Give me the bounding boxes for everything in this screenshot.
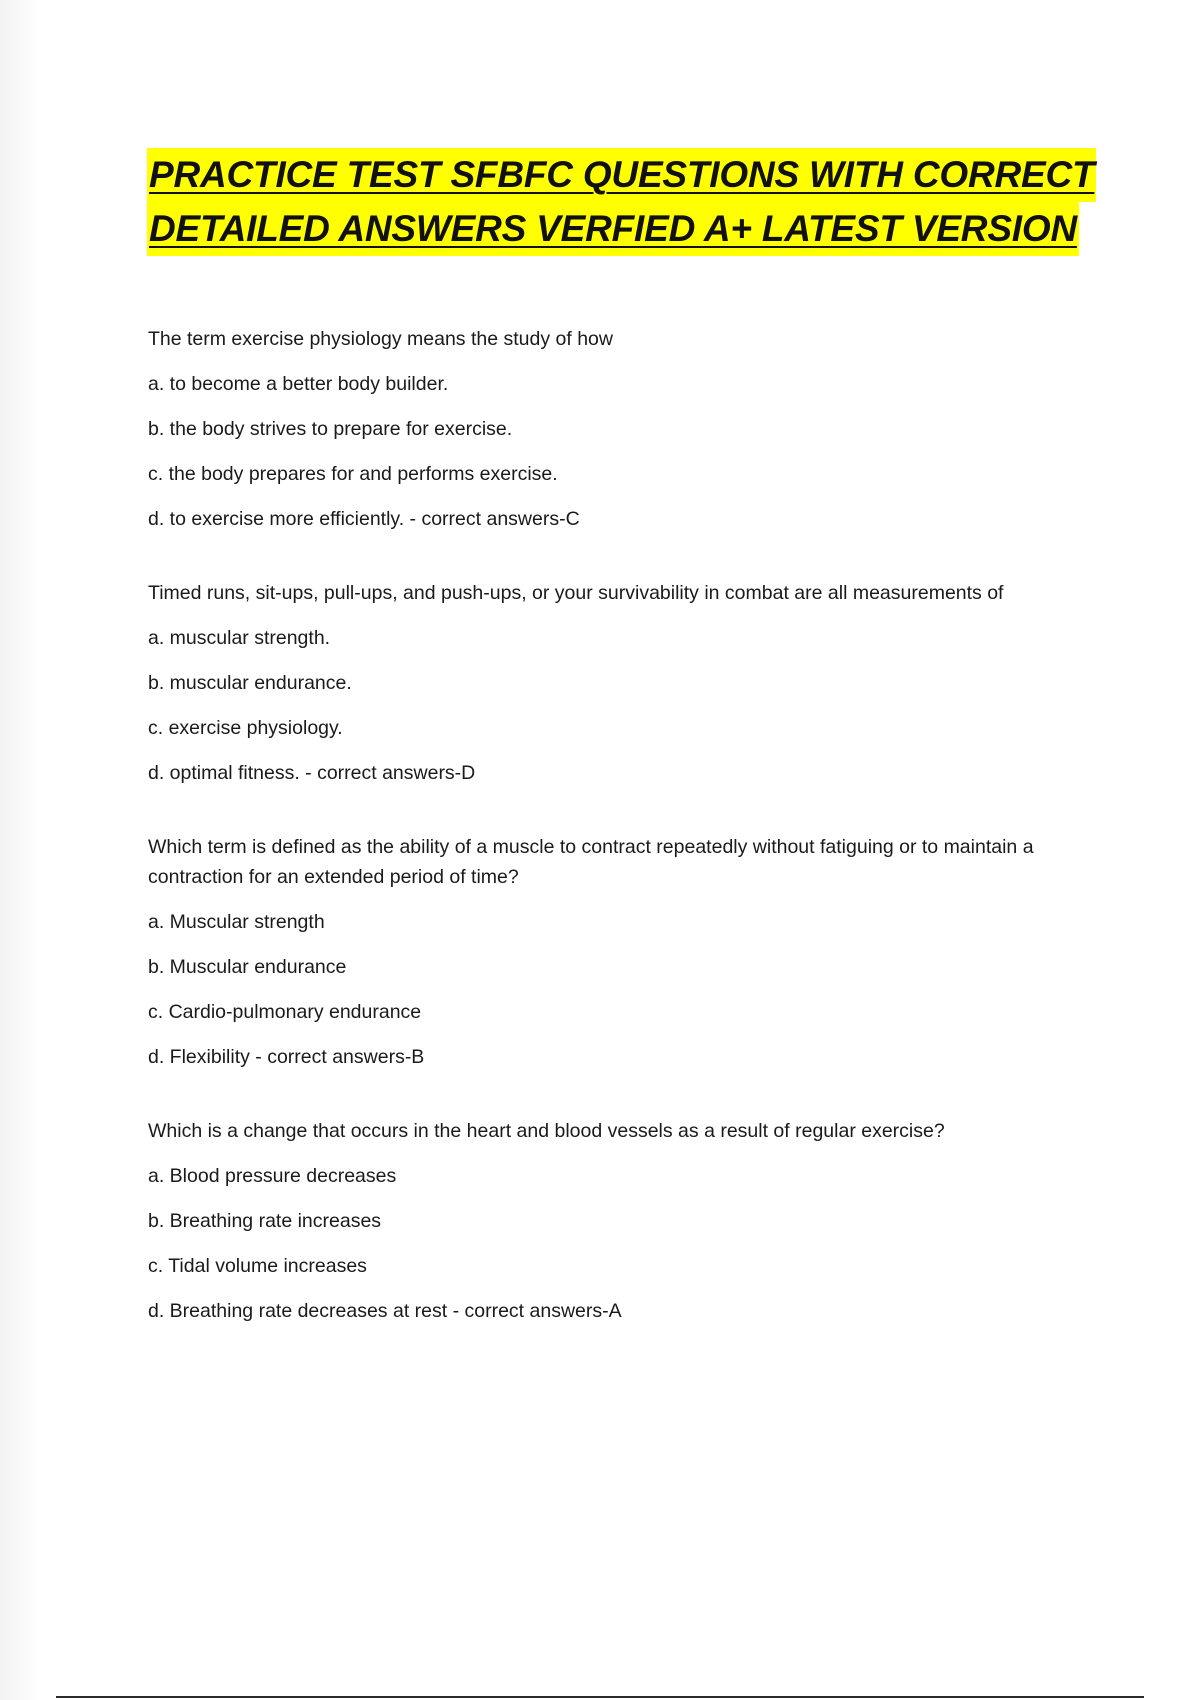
title-line-1: PRACTICE TEST SFBFC QUESTIONS WITH CORRECT bbox=[147, 148, 1096, 202]
option-d-with-answer: d. Breathing rate decreases at rest - correct answers-A bbox=[148, 1300, 622, 1322]
option-a: a. Muscular strength bbox=[148, 911, 325, 933]
option-c: c. exercise physiology. bbox=[148, 717, 343, 739]
document-title bbox=[147, 148, 1095, 256]
option-b: b. the body strives to prepare for exercise. bbox=[148, 418, 513, 440]
option-a: a. Blood pressure decreases bbox=[148, 1165, 397, 1187]
option-d-with-answer: d. Flexibility - correct answers-B bbox=[148, 1046, 425, 1068]
option-b: b. muscular endurance. bbox=[148, 672, 352, 694]
option-c: c. Cardio-pulmonary endurance bbox=[148, 1001, 422, 1023]
option-c: c. the body prepares for and performs exercise. bbox=[148, 463, 558, 485]
option-d-with-answer: d. to exercise more efficiently. - correct answers-C bbox=[148, 508, 580, 530]
option-b: b. Breathing rate increases bbox=[148, 1210, 382, 1232]
option-c: c. Tidal volume increases bbox=[148, 1255, 367, 1277]
option-a: a. to become a better body builder. bbox=[148, 373, 449, 395]
title-line-2: DETAILED ANSWERS VERFIED A+ LATEST VERSION bbox=[147, 202, 1079, 256]
question-1 bbox=[148, 324, 1098, 534]
question-2 bbox=[148, 578, 1098, 788]
question-text: Timed runs, sit-ups, pull-ups, and push-ups, or your survivability in combat are all measurements of bbox=[148, 582, 1004, 604]
bottom-divider bbox=[56, 1696, 1144, 1698]
question-text: The term exercise physiology means the study of how bbox=[148, 328, 613, 350]
question-text: Which term is defined as the ability of a muscle to contract repeatedly without fatiguing or to maintain a contraction for an extended period of time? bbox=[148, 836, 1034, 888]
page-edge-shadow bbox=[0, 0, 40, 1700]
question-4 bbox=[148, 1116, 1098, 1326]
option-b: b. Muscular endurance bbox=[148, 956, 347, 978]
option-d-with-answer: d. optimal fitness. - correct answers-D bbox=[148, 762, 476, 784]
question-list bbox=[148, 324, 1098, 1370]
question-text: Which is a change that occurs in the heart and blood vessels as a result of regular exercise? bbox=[148, 1120, 945, 1142]
option-a: a. muscular strength. bbox=[148, 627, 331, 649]
question-3 bbox=[148, 832, 1098, 1072]
